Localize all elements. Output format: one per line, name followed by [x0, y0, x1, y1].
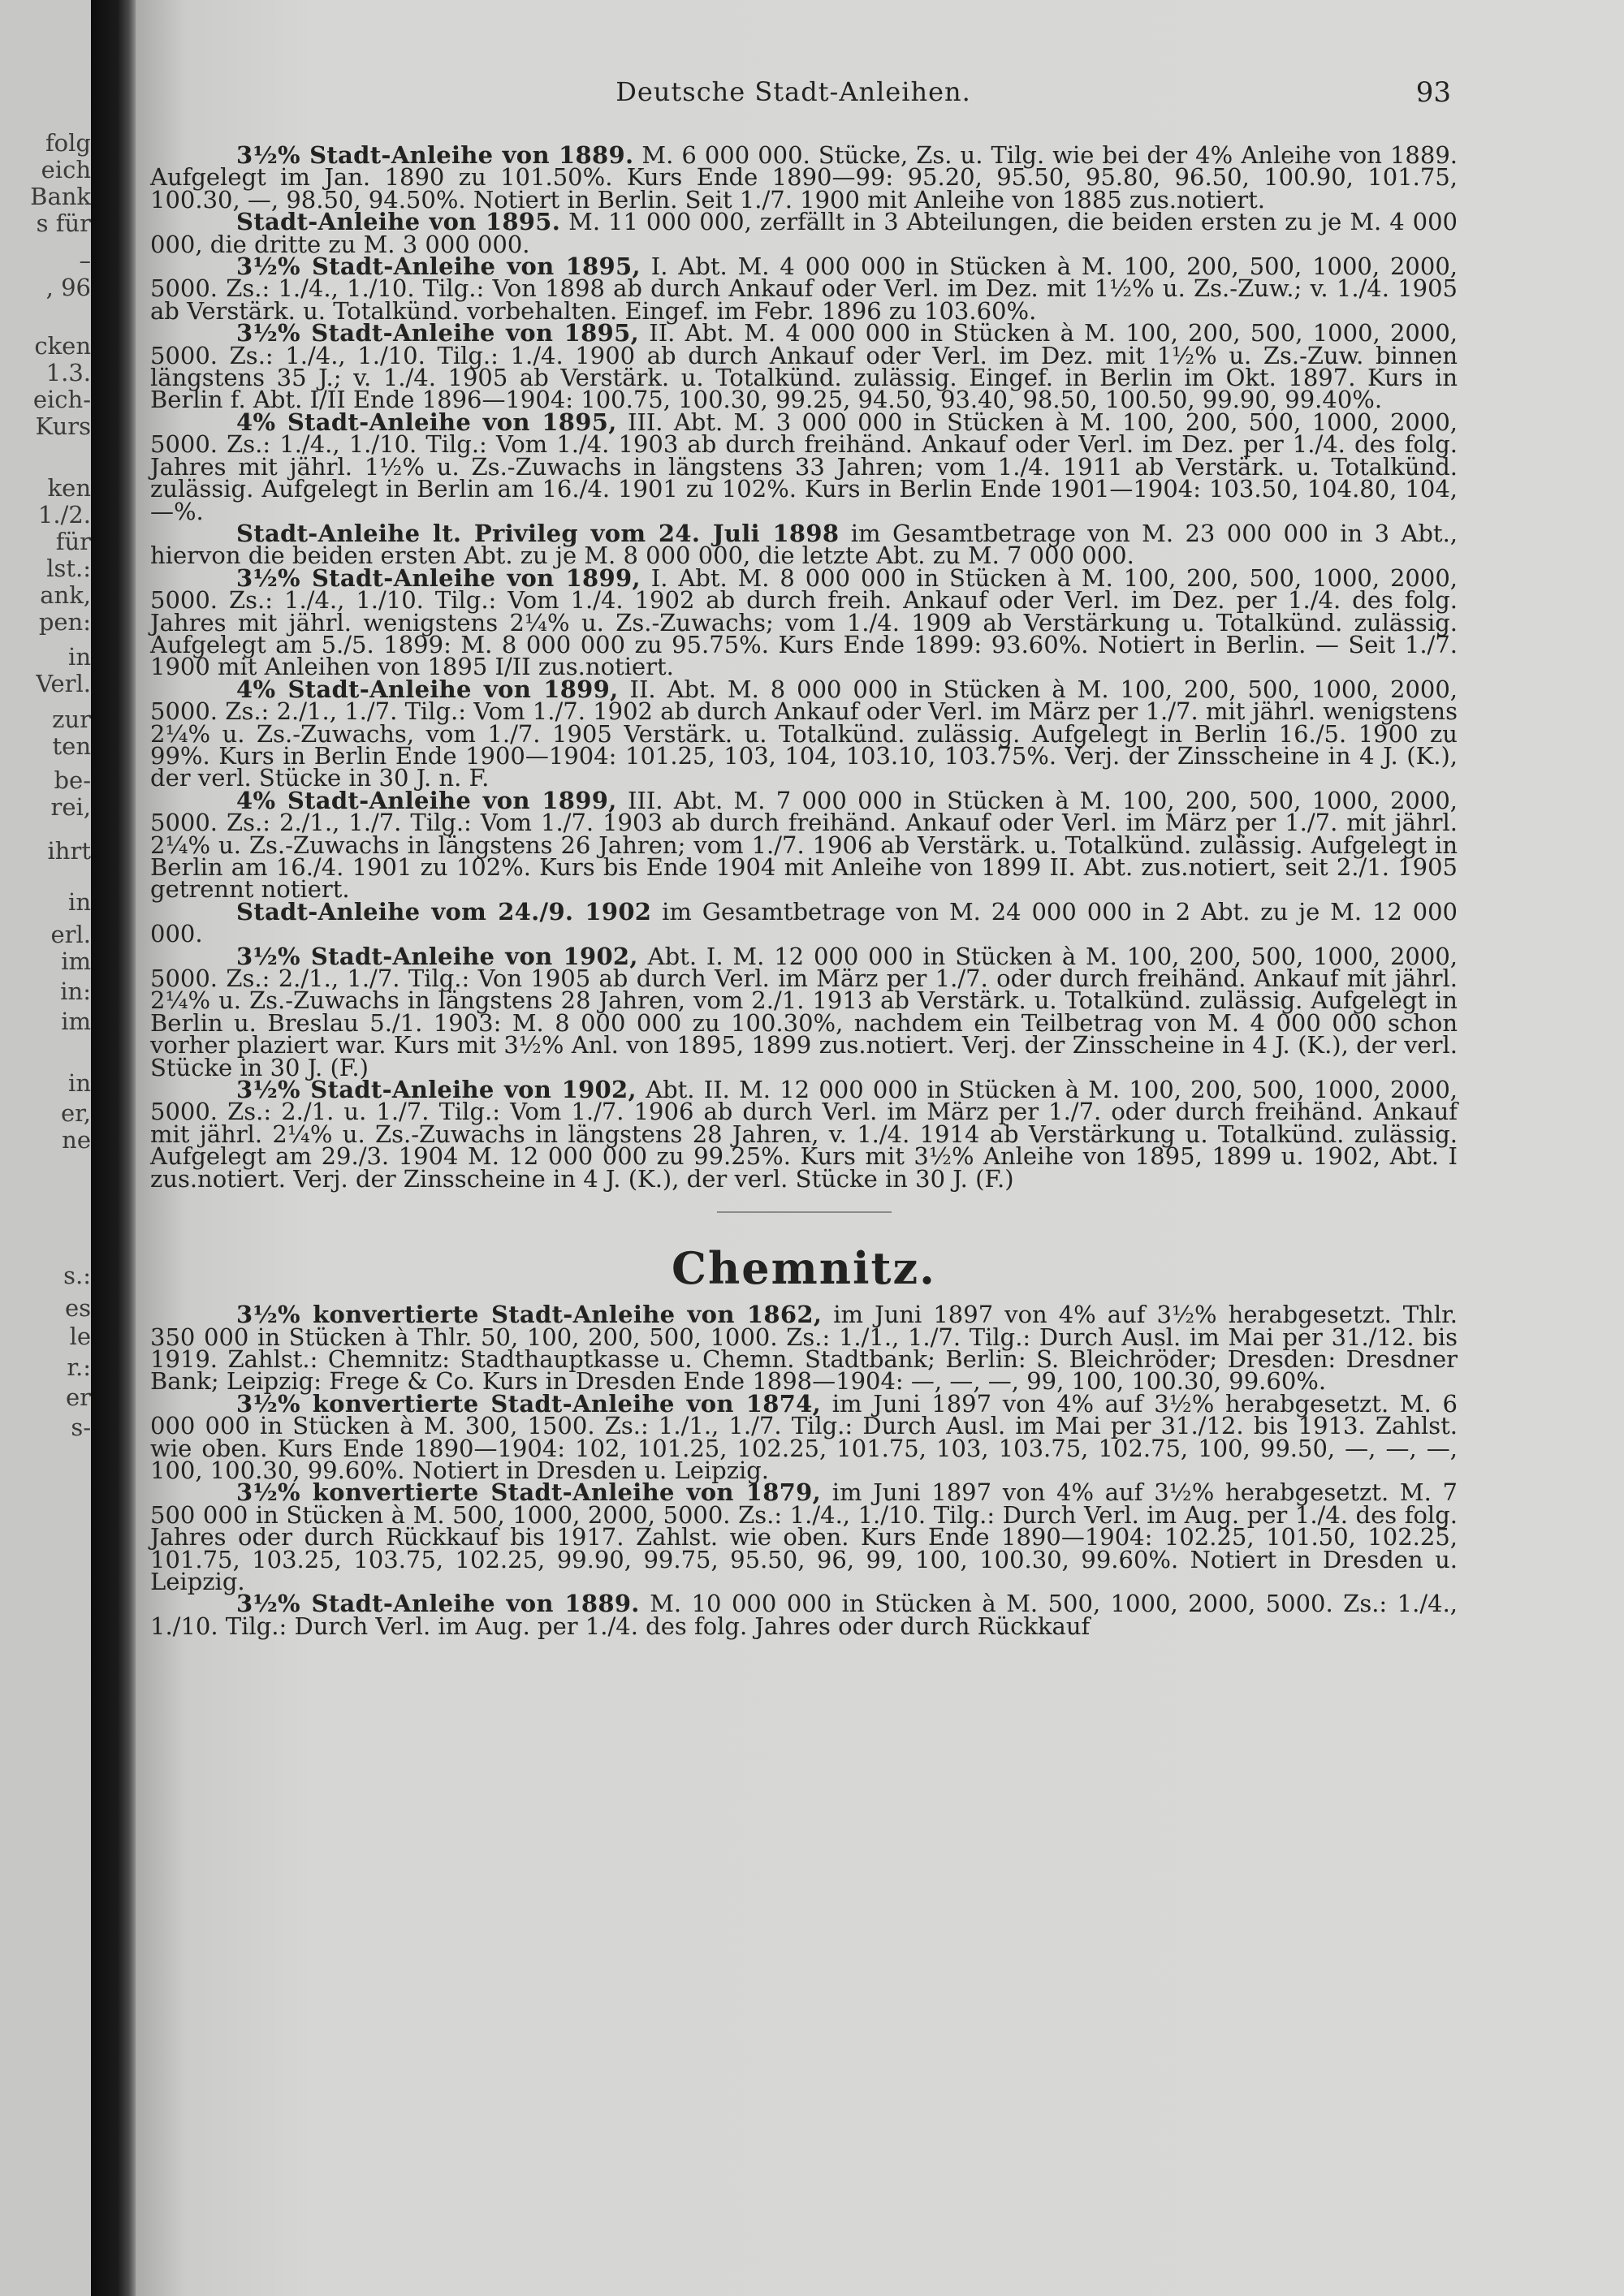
margin-fragment: im [61, 948, 91, 975]
entry-body: im Gesamtbetrage von M. 23 000 000 in 3 Abt., hiervon die beiden ersten Abt. zu je M. 8 000 000, die letzte Abt. zu M. 7 000 000. [150, 519, 1458, 570]
margin-fragment: für [55, 529, 91, 555]
entry-body: III. Abt. M. 7 000 000 in Stücken à M. 100, 200, 500, 1000, 2000, 5000. Zs.: 2./1., 1./7. Tilg.: Vom 1./7. 1903 ab durch freihänd. Ankauf oder Verl. im März per 1./7. mit jährl. 2¼% u. Zs.-Zuwachs in längstens 26 Jahren; vom 1./7. 1906 ab Verstärk. u. Totalkünd. zulässig. Aufgelegt in Berlin am 16./4. 1901 zu 102%. Kurs bis Ende 1904 mit Anleihe von 1899 II. Abt. zus.notiert, seit 2./1. 1905 getrennt notiert. [150, 786, 1458, 904]
entry-heading: Stadt-Anleihe lt. Privileg vom 24. Juli 1898 [236, 519, 840, 547]
running-header [136, 76, 1451, 117]
entry [150, 942, 1458, 1081]
entry-heading: 3½% Stadt-Anleihe von 1895, [236, 252, 641, 281]
section-title: Chemnitz. [672, 1242, 936, 1295]
margin-fragment: s.: [63, 1262, 91, 1289]
margin-fragment: zur [52, 706, 91, 733]
page-title: Deutsche Stadt-Anleihen. [615, 76, 971, 107]
entry [150, 1301, 1458, 1396]
margin-fragment: Bank [30, 183, 91, 210]
entry-body: M. 11 000 000, zerfällt in 3 Abteilungen, die beiden ersten zu je M. 4 000 000, die dritte zu M. 3 000 000. [150, 208, 1458, 258]
entry [150, 1076, 1458, 1193]
entry-heading: 4% Stadt-Anleihe von 1899, [236, 675, 619, 703]
margin-fragment: 1.3. [45, 360, 91, 386]
margin-fragment: be- [54, 767, 91, 794]
entry-heading: 3½% Stadt-Anleihe von 1895, [236, 319, 639, 347]
margin-fragment: in [68, 644, 91, 671]
entry-heading: 4% Stadt-Anleihe von 1899, [236, 786, 617, 814]
margin-fragment: ne [62, 1127, 91, 1154]
entry [150, 1590, 1458, 1640]
entry-body: im Juni 1897 von 4% auf 3½% herabgesetzt. M. 6 000 000 in Stücken à M. 300, 1500. Zs.: 1./1., 1./7. Tilg.: Durch Ausl. im Mai per 31./12. bis 1913. Zahlst. wie oben. Kurs Ende 1890—1904: 102, 101.25, 102.25, 101.75, 103, 103.75, 102.75, 100, 99.50, —, —, —, 100, 100.30, 99.60%. Notiert in Dresden u. Leipzig. [150, 1389, 1458, 1484]
entry-heading: 3½% konvertierte Stadt-Anleihe von 1879, [236, 1478, 822, 1507]
body-text [150, 141, 1458, 1640]
section-divider [717, 1211, 892, 1213]
entry-body: I. Abt. M. 8 000 000 in Stücken à M. 100, 200, 500, 1000, 2000, 5000. Zs.: 1./4., 1./10. Tilg.: Vom 1./4. 1902 ab durch freih. Ankauf oder Verl. im Dez. per 1./4. des folg. Jahres mit jährl. wenigstens 2¼% u. Zs.-Zuwachs; vom 1./4. 1909 ab Verstärkung u. Totalkünd. zulässig. Aufgelegt am 5./5. 1899: M. 8 000 000 zu 95.75%. Kurs Ende 1899: 93.60%. Notiert in Berlin. — Seit 1./7. 1900 mit Anleihen von 1895 I/II zus.notiert. [150, 563, 1458, 681]
margin-fragment: in [68, 1070, 91, 1097]
entry [150, 252, 1458, 325]
margin-fragment: er [65, 1384, 91, 1411]
margin-fragment: erl. [50, 921, 91, 948]
entry [150, 1389, 1458, 1484]
entry-heading: 4% Stadt-Anleihe von 1895, [236, 408, 617, 436]
entry-heading: 3½% konvertierte Stadt-Anleihe von 1874, [236, 1389, 822, 1418]
entry [150, 897, 1458, 948]
margin-fragment: eich- [32, 386, 91, 413]
margin-fragment: s für [36, 210, 91, 237]
entry-heading: Stadt-Anleihe vom 24./9. 1902 [236, 897, 652, 926]
margin-fragment: folg [45, 130, 91, 157]
entry [150, 1478, 1458, 1595]
entry-body: M. 10 000 000 in Stücken à M. 500, 1000, 2000, 5000. Zs.: 1./4., 1./10. Tilg.: Durch Verl. im Aug. per 1./4. des folg. Jahres oder durch Rückkauf [150, 1590, 1458, 1640]
entry-heading: Stadt-Anleihe von 1895. [236, 208, 561, 236]
entry-body: im Juni 1897 von 4% auf 3½% herabgesetzt. M. 7 500 000 in Stücken à M. 500, 1000, 2000, 5000. Zs.: 1./4., 1./10. Tilg.: Durch Verl. im Aug. per 1./4. des folg. Jahres oder durch Rückkauf bis 1917. Zahlst. wie oben. Kurs Ende 1890—1904: 102.25, 101.50, 102.25, 101.75, 103.25, 103.75, 102.25, 99.90, 99.75, 95.50, 96, 99, 100, 100.30, 99.60%. Notiert in Dresden u. Leipzig. [150, 1478, 1458, 1595]
entry [150, 208, 1458, 258]
entry-heading: 3½% Stadt-Anleihe von 1889. [236, 141, 634, 169]
book-gutter [91, 0, 136, 2296]
entry-body: Abt. II. M. 12 000 000 in Stücken à M. 100, 200, 500, 1000, 2000, 5000. Zs.: 2./1. u. 1./7. Tilg.: Vom 1./7. 1906 ab durch Verl. im März per 1./7. oder durch freihänd. Ankauf mit jährl. 2¼% u. Zs.-Zuwachs in längstens 28 Jahren, v. 1./4. 1914 ab Verstärkung u. Totalkünd. zulässig. Aufgelegt am 29./3. 1904 M. 12 000 000 zu 99.25%. Kurs mit 3½% Anleihe von 1895, 1899 u. 1902, Abt. I zus.notiert. Verj. der Zinsscheine in 4 J. (K.), der verl. Stücke in 30 J. (F.) [150, 1076, 1458, 1193]
margin-fragment: in: [60, 978, 91, 1005]
entry-body: III. Abt. M. 3 000 000 in Stücken à M. 100, 200, 500, 1000, 2000, 5000. Zs.: 1./4., 1./10. Tilg.: Vom 1./4. 1903 ab durch freihänd. Ankauf oder Verl. im Dez. per 1./4. des folg. Jahres mit jährl. 1½% u. Zs.-Zuwachs in längstens 33 Jahren; vom 1./4. 1911 ab Verstärk. u. Totalkünd. zulässig. Aufgelegt in Berlin am 16./4. 1901 zu 102%. Kurs in Berlin Ende 1901—1904: 103.50, 104.80, 104, —%. [150, 408, 1458, 525]
margin-fragment: in [68, 889, 91, 916]
margin-fragment: es [64, 1295, 91, 1322]
margin-fragment: ken [47, 475, 91, 502]
margin-fragment: Verl. [36, 671, 91, 697]
entry-body: im Gesamtbetrage von M. 24 000 000 in 2 Abt. zu je M. 12 000 000. [150, 897, 1458, 948]
margin-fragment: – [79, 248, 91, 274]
book-page [136, 0, 1624, 2296]
margin-fragment: cken [34, 333, 91, 360]
entry-heading: 3½% Stadt-Anleihe von 1899, [236, 563, 641, 592]
margin-fragment: , 96 [45, 274, 91, 301]
margin-fragment: ten [52, 733, 91, 760]
margin-fragment: r.: [67, 1354, 91, 1381]
margin-fragment: le [69, 1323, 91, 1350]
entry [150, 519, 1458, 570]
entry-heading: 3½% Stadt-Anleihe von 1902, [236, 942, 638, 970]
page-number: 93 [1415, 76, 1451, 109]
entry-body: II. Abt. M. 8 000 000 in Stücken à M. 100, 200, 500, 1000, 2000, 5000. Zs.: 2./1., 1./7. Tilg.: Vom 1./7. 1902 ab durch Ankauf oder Verl. im März per 1./7. mit jährl. wenigstens 2¼% u. Zs.-Zuwachs, vom 1./7. 1905 Verstärk. u. Totalkünd. zulässig. Aufgelegt in Berlin 16./5. 1900 zu 99%. Kurs in Berlin Ende 1900—1904: 101.25, 103, 104, 103.10, 103.75%. Verj. der Zinsscheine in 4 J. (K.), der verl. Stücke in 30 J. n. F. [150, 675, 1458, 792]
entry [150, 563, 1458, 681]
margin-fragment: pen: [38, 609, 91, 636]
entry-heading: 3½% Stadt-Anleihe von 1889. [236, 1590, 640, 1618]
entry [150, 319, 1458, 414]
entry-body: I. Abt. M. 4 000 000 in Stücken à M. 100, 200, 500, 1000, 2000, 5000. Zs.: 1./4., 1./10. Tilg.: Von 1898 ab durch Ankauf oder Verl. im Dez. mit 1½% u. Zs.-Zuw.; v. 1./4. 1905 ab Verstärk. u. Totalkünd. vorbehalten. Eingef. im Febr. 1896 zu 103.60%. [150, 252, 1458, 325]
entry-body: II. Abt. M. 4 000 000 in Stücken à M. 100, 200, 500, 1000, 2000, 5000. Zs.: 1./4., 1./10. Tilg.: 1./4. 1900 ab durch Ankauf oder Verl. im Dez. mit 1½% u. Zs.-Zuw. binnen längstens 35 J.; v. 1./4. 1905 ab Verstärk. u. Totalkünd. zulässig. Eingef. in Berlin im Okt. 1897. Kurs in Berlin f. Abt. I/II Ende 1896—1904: 100.75, 100.30, 99.25, 94.50, 93.40, 98.50, 100.50, 99.90, 99.40%. [150, 319, 1458, 414]
entry-heading: 3½% konvertierte Stadt-Anleihe von 1862, [236, 1301, 823, 1329]
margin-fragment: ank, [40, 582, 91, 609]
entry-heading: 3½% Stadt-Anleihe von 1902, [236, 1076, 637, 1104]
facing-page-edge [0, 0, 91, 2296]
margin-fragment: ihrt [47, 838, 91, 865]
entry-body: M. 6 000 000. Stücke, Zs. u. Tilg. wie bei der 4% Anleihe von 1889. Aufgelegt im Jan. 1890 zu 101.50%. Kurs Ende 1890—99: 95.20, 95.50, 95.80, 96.50, 100.90, 101.75, 100.30, —, 98.50, 94.50%. Notiert in Berlin. Seit 1./7. 1900 mit Anleihe von 1885 zus.notiert. [150, 141, 1458, 214]
margin-fragment: eich [41, 157, 91, 183]
entry-body: Abt. I. M. 12 000 000 in Stücken à M. 100, 200, 500, 1000, 2000, 5000. Zs.: 2./1., 1./7. Tilg.: Von 1905 ab durch Verl. im März per 1./7. oder durch freihänd. Ankauf mit jährl. 2¼% u. Zs.-Zuwachs in längstens 28 Jahren, vom 2./1. 1913 ab Verstärk. u. Totalkünd. zulässig. Aufgelegt in Berlin u. Breslau 5./1. 1903: M. 8 000 000 zu 100.30%, nachdem ein Teilbetrag von M. 4 000 000 schon vorher plaziert war. Kurs mit 3½% Anl. von 1895, 1899 zus.notiert. Verj. der Zinsscheine in 4 J. (K.), der verl. Stücke in 30 J. (F.) [150, 942, 1458, 1081]
margin-fragment: lst.: [46, 555, 91, 582]
entry [150, 408, 1458, 525]
entry [150, 141, 1458, 214]
entry-body: im Juni 1897 von 4% auf 3½% herabgesetzt. Thlr. 350 000 in Stücken à Thlr. 50, 100, 200, 500, 1000. Zs.: 1./1., 1./7. Tilg.: Durch Ausl. im Mai per 31./12. bis 1919. Zahlst.: Chemnitz: Stadthauptkasse u. Chemn. Stadtbank; Berlin: S. Bleichröder; Dresden: Dresdner Bank; Leipzig: Frege & Co. Kurs in Dresden Ende 1898—1904: —, —, —, 99, 100, 100.30, 99.60%. [150, 1301, 1458, 1396]
margin-fragment: rei, [50, 794, 91, 821]
margin-fragment: Kurs [35, 413, 91, 440]
entry [150, 786, 1458, 904]
margin-fragment: s- [71, 1414, 91, 1441]
margin-fragment: er, [60, 1100, 91, 1127]
margin-fragment: im [61, 1008, 91, 1035]
entry [150, 675, 1458, 792]
margin-fragment: 1./2. [37, 502, 91, 529]
